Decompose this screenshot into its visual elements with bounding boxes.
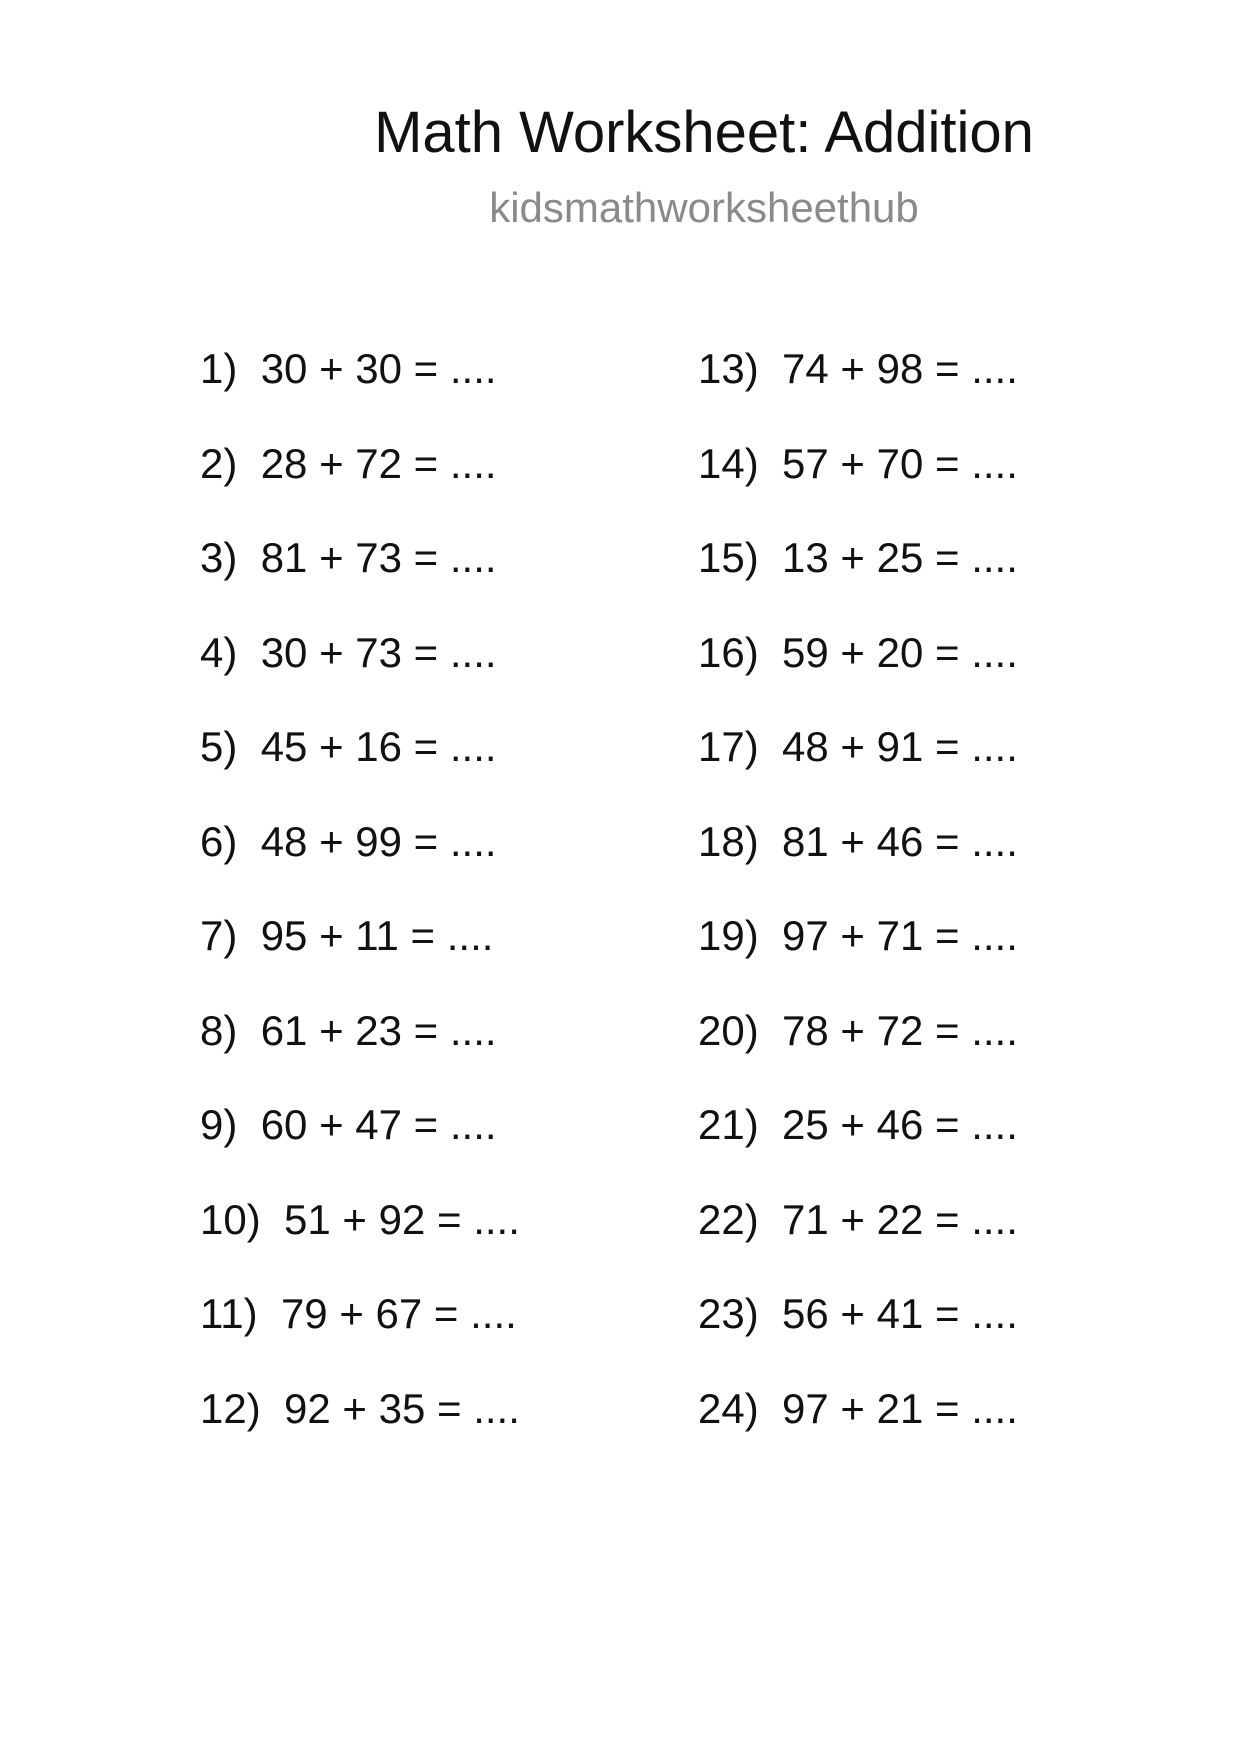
problem-number: 19): [698, 912, 759, 959]
problem-number: 1): [200, 345, 238, 392]
problem-7: [200, 911, 520, 1006]
problem-17: [698, 722, 1018, 817]
problem-expression: 13 + 25 = ....: [782, 534, 1018, 581]
problem-number: 24): [698, 1384, 759, 1432]
problem-15: [698, 533, 1018, 628]
problem-18: [698, 817, 1018, 912]
problem-number: 13): [698, 345, 759, 392]
problem-1: [200, 344, 520, 439]
problem-number: 15): [698, 534, 759, 581]
problem-expression: 28 + 72 = ....: [260, 439, 497, 487]
problem-number: 2): [200, 439, 238, 487]
problem-number: 14): [698, 439, 759, 487]
problem-expression: 74 + 98 = ....: [782, 345, 1018, 392]
problem-23: [698, 1289, 1018, 1384]
problem-12: [200, 1384, 520, 1479]
problem-expression: 30 + 30 = ....: [260, 345, 497, 392]
problem-number: 22): [698, 1195, 759, 1243]
problem-number: 10): [200, 1195, 261, 1243]
problem-13: [698, 344, 1018, 439]
problem-number: 16): [698, 628, 759, 676]
problem-number: 8): [200, 1006, 238, 1054]
problem-8: [200, 1006, 520, 1101]
problem-column-right: [698, 344, 1018, 1478]
problem-number: 17): [698, 723, 759, 770]
problem-expression: 78 + 72 = ....: [782, 1006, 1018, 1054]
page-subtitle: kidsmathworksheethub: [489, 184, 919, 231]
problem-number: 11): [200, 1290, 258, 1337]
problem-number: 3): [200, 534, 238, 581]
problem-21: [698, 1100, 1018, 1195]
problem-16: [698, 628, 1018, 723]
problem-expression: 79 + 67 = ....: [280, 1290, 517, 1337]
problem-10: [200, 1195, 520, 1290]
problem-number: 23): [698, 1290, 759, 1337]
problem-expression: 57 + 70 = ....: [782, 439, 1018, 487]
problem-expression: 48 + 91 = ....: [782, 723, 1018, 770]
problem-expression: 51 + 92 = ....: [284, 1195, 520, 1243]
problem-9: [200, 1100, 520, 1195]
problem-expression: 71 + 22 = ....: [782, 1195, 1018, 1243]
problem-number: 18): [698, 817, 759, 865]
problem-grid: [0, 344, 1240, 1484]
problem-number: 9): [200, 1101, 238, 1148]
problem-expression: 59 + 20 = ....: [782, 628, 1018, 676]
problem-number: 12): [200, 1384, 261, 1432]
problem-number: 20): [698, 1006, 759, 1054]
problem-number: 5): [200, 723, 238, 770]
problem-2: [200, 439, 520, 534]
problem-number: 7): [200, 912, 238, 959]
problem-expression: 60 + 47 = ....: [260, 1101, 497, 1148]
problem-number: 6): [200, 817, 238, 865]
problem-expression: 45 + 16 = ....: [260, 723, 497, 770]
problem-expression: 92 + 35 = ....: [284, 1384, 520, 1432]
problem-expression: 30 + 73 = ....: [260, 628, 497, 676]
problem-expression: 81 + 46 = ....: [782, 817, 1018, 865]
problem-expression: 48 + 99 = ....: [260, 817, 497, 865]
problem-22: [698, 1195, 1018, 1290]
problem-11: [200, 1289, 520, 1384]
problem-number: 4): [200, 628, 238, 676]
problem-6: [200, 817, 520, 912]
problem-expression: 95 + 11 = ....: [260, 912, 494, 959]
problem-14: [698, 439, 1018, 534]
problem-3: [200, 533, 520, 628]
problem-19: [698, 911, 1018, 1006]
problem-expression: 61 + 23 = ....: [260, 1006, 497, 1054]
problem-expression: 97 + 71 = ....: [782, 912, 1018, 959]
problem-expression: 81 + 73 = ....: [260, 534, 497, 581]
problem-expression: 25 + 46 = ....: [782, 1101, 1018, 1148]
problem-24: [698, 1384, 1018, 1479]
problem-expression: 97 + 21 = ....: [782, 1384, 1018, 1432]
problem-expression: 56 + 41 = ....: [782, 1290, 1018, 1337]
problem-5: [200, 722, 520, 817]
problem-20: [698, 1006, 1018, 1101]
page-title: Math Worksheet: Addition: [374, 100, 1034, 165]
problem-column-left: [200, 344, 520, 1478]
problem-4: [200, 628, 520, 723]
problem-number: 21): [698, 1101, 759, 1148]
